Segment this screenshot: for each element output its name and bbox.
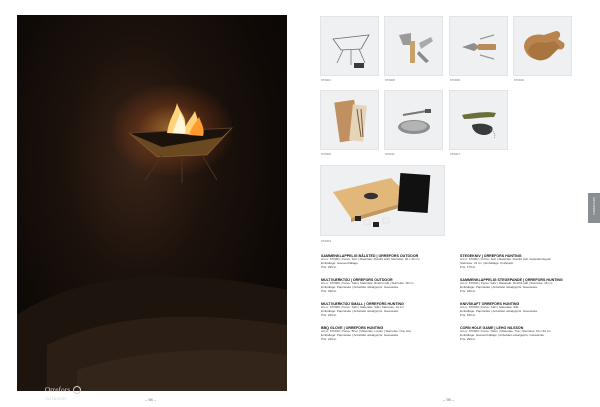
product-entry xyxy=(460,278,588,294)
hunting-knife-icon xyxy=(450,91,509,151)
thumb-fire-striker-set xyxy=(320,90,379,150)
product-line: Art.nr. 670010 | Farve: Sølv | Materiale: Stål xyxy=(460,305,519,310)
product-title: SAMMENKLAPPELIG BÅLSTED | ORREFORS OUTDOOR xyxy=(321,254,419,258)
product-title: MULTIVÆRKTØJ | ORREFORS OUTDOOR xyxy=(321,278,393,282)
thumb-multi-tool-axe xyxy=(384,16,443,76)
product-entry xyxy=(321,278,449,294)
product-entry xyxy=(460,254,588,270)
main-image-code: 670003 xyxy=(321,239,332,243)
thumb-leather-gloves xyxy=(513,16,572,76)
side-tab-label: ORREFORS xyxy=(592,197,596,215)
steel-knife-box-icon xyxy=(385,91,444,151)
product-line: Art.nr. 670006 | Farve: Sølv | Materiale: Rustfrit stål | Størrelse: 18 cm xyxy=(321,281,414,286)
product-title: BBQ GLOVE | ORREFORS HUNTING xyxy=(321,326,384,330)
thumb-code: 670010 xyxy=(514,78,525,82)
product-line: Emballage: Papiræske | Anbefalet udsalgspris: Gaveæske xyxy=(321,309,399,314)
page-number-left: – 94 – xyxy=(145,397,157,402)
thumb-hunting-knife xyxy=(449,90,508,150)
product-line: Art.nr. 670011 | Farve: Sølv | Materiale: Rustfrit stål | Størrelse: 18 cm xyxy=(460,281,553,286)
product-title: MULTIVÆRKTØJ SMALL | ORREFORS HUNTING xyxy=(321,302,404,306)
product-entry xyxy=(321,302,449,318)
leather-gloves-icon xyxy=(514,17,573,77)
side-tab xyxy=(588,193,600,223)
thumb-code: 670001 xyxy=(321,78,332,82)
product-line: Pris: 229 kr. xyxy=(321,313,337,317)
product-line: Art.nr. 670010 | Farve: Brun | Materiale: Læder | Størrelse: One size xyxy=(321,329,412,334)
thumb-fire-basket xyxy=(320,16,379,76)
thumb-steel-knife-box xyxy=(384,90,443,150)
fire-basket-illustration xyxy=(17,15,287,391)
multi-tool-pliers-icon xyxy=(450,17,509,77)
product-line: Pris: 159 kr. xyxy=(460,313,476,317)
product-entry xyxy=(321,326,449,342)
product-title: SAMMENKLAPPELIG STEGEPANDE | ORREFORS HUNTING xyxy=(460,278,563,282)
page-number-right: – 95 – xyxy=(443,397,455,402)
thumb-code: 670007 xyxy=(450,152,461,156)
fire-basket-icon xyxy=(321,17,380,77)
product-line: Emballage: Papiræske | Anbefalet udsalgspris: Gaveæske xyxy=(460,309,538,314)
product-line: Pris: 299 kr. xyxy=(321,265,337,269)
product-line: Størrelse: 23 cm | Emballage: Kraftpapir xyxy=(460,261,514,266)
main-image-corn-hole xyxy=(320,165,445,236)
product-line: Pris: 179 kr. xyxy=(460,265,476,269)
brand-name: Orrefors xyxy=(45,386,71,394)
product-line: Art.nr. 670001 | Farve: Sort | Materiale: Rustfrit stål | Størrelse: 30 x 30 cm xyxy=(321,257,420,262)
product-line: Emballage: Papiræske | Anbefalet udsalgspris: Gaveæske xyxy=(460,285,538,290)
product-line: Art.nr. 670003 | Farve: Natur | Materiale: Træ | Størrelse: 60 x 30 cm xyxy=(460,329,551,334)
fire-striker-set-icon xyxy=(321,91,380,151)
multi-tool-axe-icon xyxy=(385,17,444,77)
product-line: Pris: 249 kr. xyxy=(321,337,337,341)
product-title: CORN HOLE GAME | LEHO NILSSON xyxy=(460,326,524,330)
product-line: Pris: 349 kr. xyxy=(321,289,337,293)
thumb-multi-tool-pliers xyxy=(449,16,508,76)
thumb-code: 670006 xyxy=(385,78,396,82)
product-line: Pris: 299 kr. xyxy=(460,337,476,341)
product-line: Art.nr. 670009 | Farve: Sølv | Materiale: Stål | Størrelse: 13 cm xyxy=(321,305,404,310)
product-line: Emballage: Papiræske | Anbefalet udsalgspris: Gaveæske xyxy=(321,333,399,338)
corn-hole-icon xyxy=(321,166,446,237)
thumb-code: 670002 xyxy=(321,152,332,156)
brand-logo xyxy=(45,381,105,399)
product-line: Pris: 249 kr. xyxy=(460,289,476,293)
product-line: Emballage: Gaveemballage xyxy=(321,261,358,266)
product-title: STEGEKNIV | ORREFORS HUNTING xyxy=(460,254,522,258)
product-entry xyxy=(460,302,588,318)
logo-mark-icon xyxy=(73,386,81,394)
brand-sub: OUTDOOR xyxy=(45,397,67,401)
product-entry xyxy=(321,254,449,270)
product-line: Emballage: Gaveemballage | Anbefalet udsalgspris: Gaveæske xyxy=(460,333,544,338)
thumb-code: 670009 xyxy=(450,78,461,82)
thumb-code: 670011 xyxy=(385,152,395,156)
product-line: Emballage: Papiræske | Anbefalet udsalgspris: Gaveæske xyxy=(321,285,399,290)
product-line: Art.nr. 670007 | Farve: Sort | Materiale: Rustfrit stål, Gedeskindsgreb xyxy=(460,257,552,262)
product-entry xyxy=(460,326,588,342)
product-title: KNIVSKAFT ORREFORS HUNTING xyxy=(460,302,520,306)
